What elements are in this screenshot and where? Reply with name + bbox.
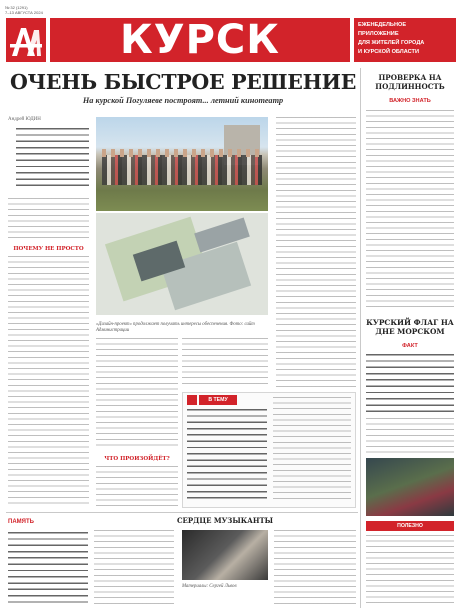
inset-text: [273, 397, 351, 501]
lead-byline: Андрей ЮДИН: [8, 117, 41, 122]
city-title: КУРСК: [120, 17, 280, 63]
section-subhead: ЧТО ПРОИЗОЙДЁТ?: [104, 456, 170, 462]
article-text: [96, 466, 178, 506]
photo-caption: «Дизайн-проект» продолжает получать интересы обеспечения. Фото: сайт Администрации: [96, 322, 255, 333]
sidebar-text: [366, 110, 454, 310]
sidebar-a-title: ПРОВЕРКА НА ПОДЛИННОСТЬ: [375, 73, 445, 91]
article-text: [182, 338, 268, 388]
bottom-divider: [6, 512, 358, 513]
sidebar-text: [366, 354, 454, 412]
article-text: [274, 530, 356, 604]
sidebar-c-tag: ПОЛЕЗНО: [366, 521, 454, 531]
bottom-left-text: [8, 532, 88, 604]
bottom-center-title: СЕРДЦЕ МУЗЫКАНТЫ: [176, 516, 274, 525]
bottom-photo-caption: Материалы: Сергей Львов: [182, 584, 237, 589]
inset-logo: [187, 395, 197, 405]
sidebar-text: [366, 418, 454, 454]
masthead-city-bar: [50, 18, 350, 62]
inset-badge: В ТЕМУ: [199, 395, 237, 405]
sidebar-b-title: КУРСКИЙ ФЛАГ НА ДНЕ МОРСКОМ: [366, 318, 454, 336]
article-text: [94, 530, 174, 604]
sidebar-a-tag: ВАЖНО ЗНАТЬ: [389, 98, 431, 104]
sidebar-divider: [360, 68, 361, 608]
article-text: [8, 198, 89, 238]
masthead: [4, 4, 456, 64]
article-text: [96, 338, 178, 450]
aerial-rendering: [96, 213, 268, 315]
masthead-tagline: ЕЖЕНЕДЕЛЬНОЕ ПРИЛОЖЕНИЕ ДЛЯ ЖИТЕЛЕЙ ГОРОДА И КУРСКОЙ ОБЛАСТИ: [354, 18, 456, 62]
inset-text: [187, 409, 267, 501]
lead-intro: [16, 128, 89, 191]
article-text: [8, 256, 89, 506]
issue-info: № 32 (1291) 7–13 АВГУСТА 2024: [5, 5, 43, 15]
lead-subtitle: На курской Погуляеве построят... летний кинотеатр: [82, 96, 284, 105]
sidebar-b-tag: ФАКТ: [402, 343, 418, 349]
bottom-left-tag: ПАМЯТЬ: [8, 519, 34, 525]
section-subhead: ПОЧЕМУ НЕ ПРОСТО: [13, 246, 84, 252]
group-photo: [96, 117, 268, 211]
logo-badge: [6, 18, 46, 62]
sidebar-text: [366, 535, 454, 605]
inset-box: [182, 392, 356, 508]
sidebar-photo: [366, 458, 454, 516]
lead-title: ОЧЕНЬ БЫСТРОЕ РЕШЕНИЕ: [9, 70, 357, 94]
bottom-photo: [182, 530, 268, 580]
logo-mark: [6, 18, 46, 62]
article-text: [276, 117, 356, 389]
